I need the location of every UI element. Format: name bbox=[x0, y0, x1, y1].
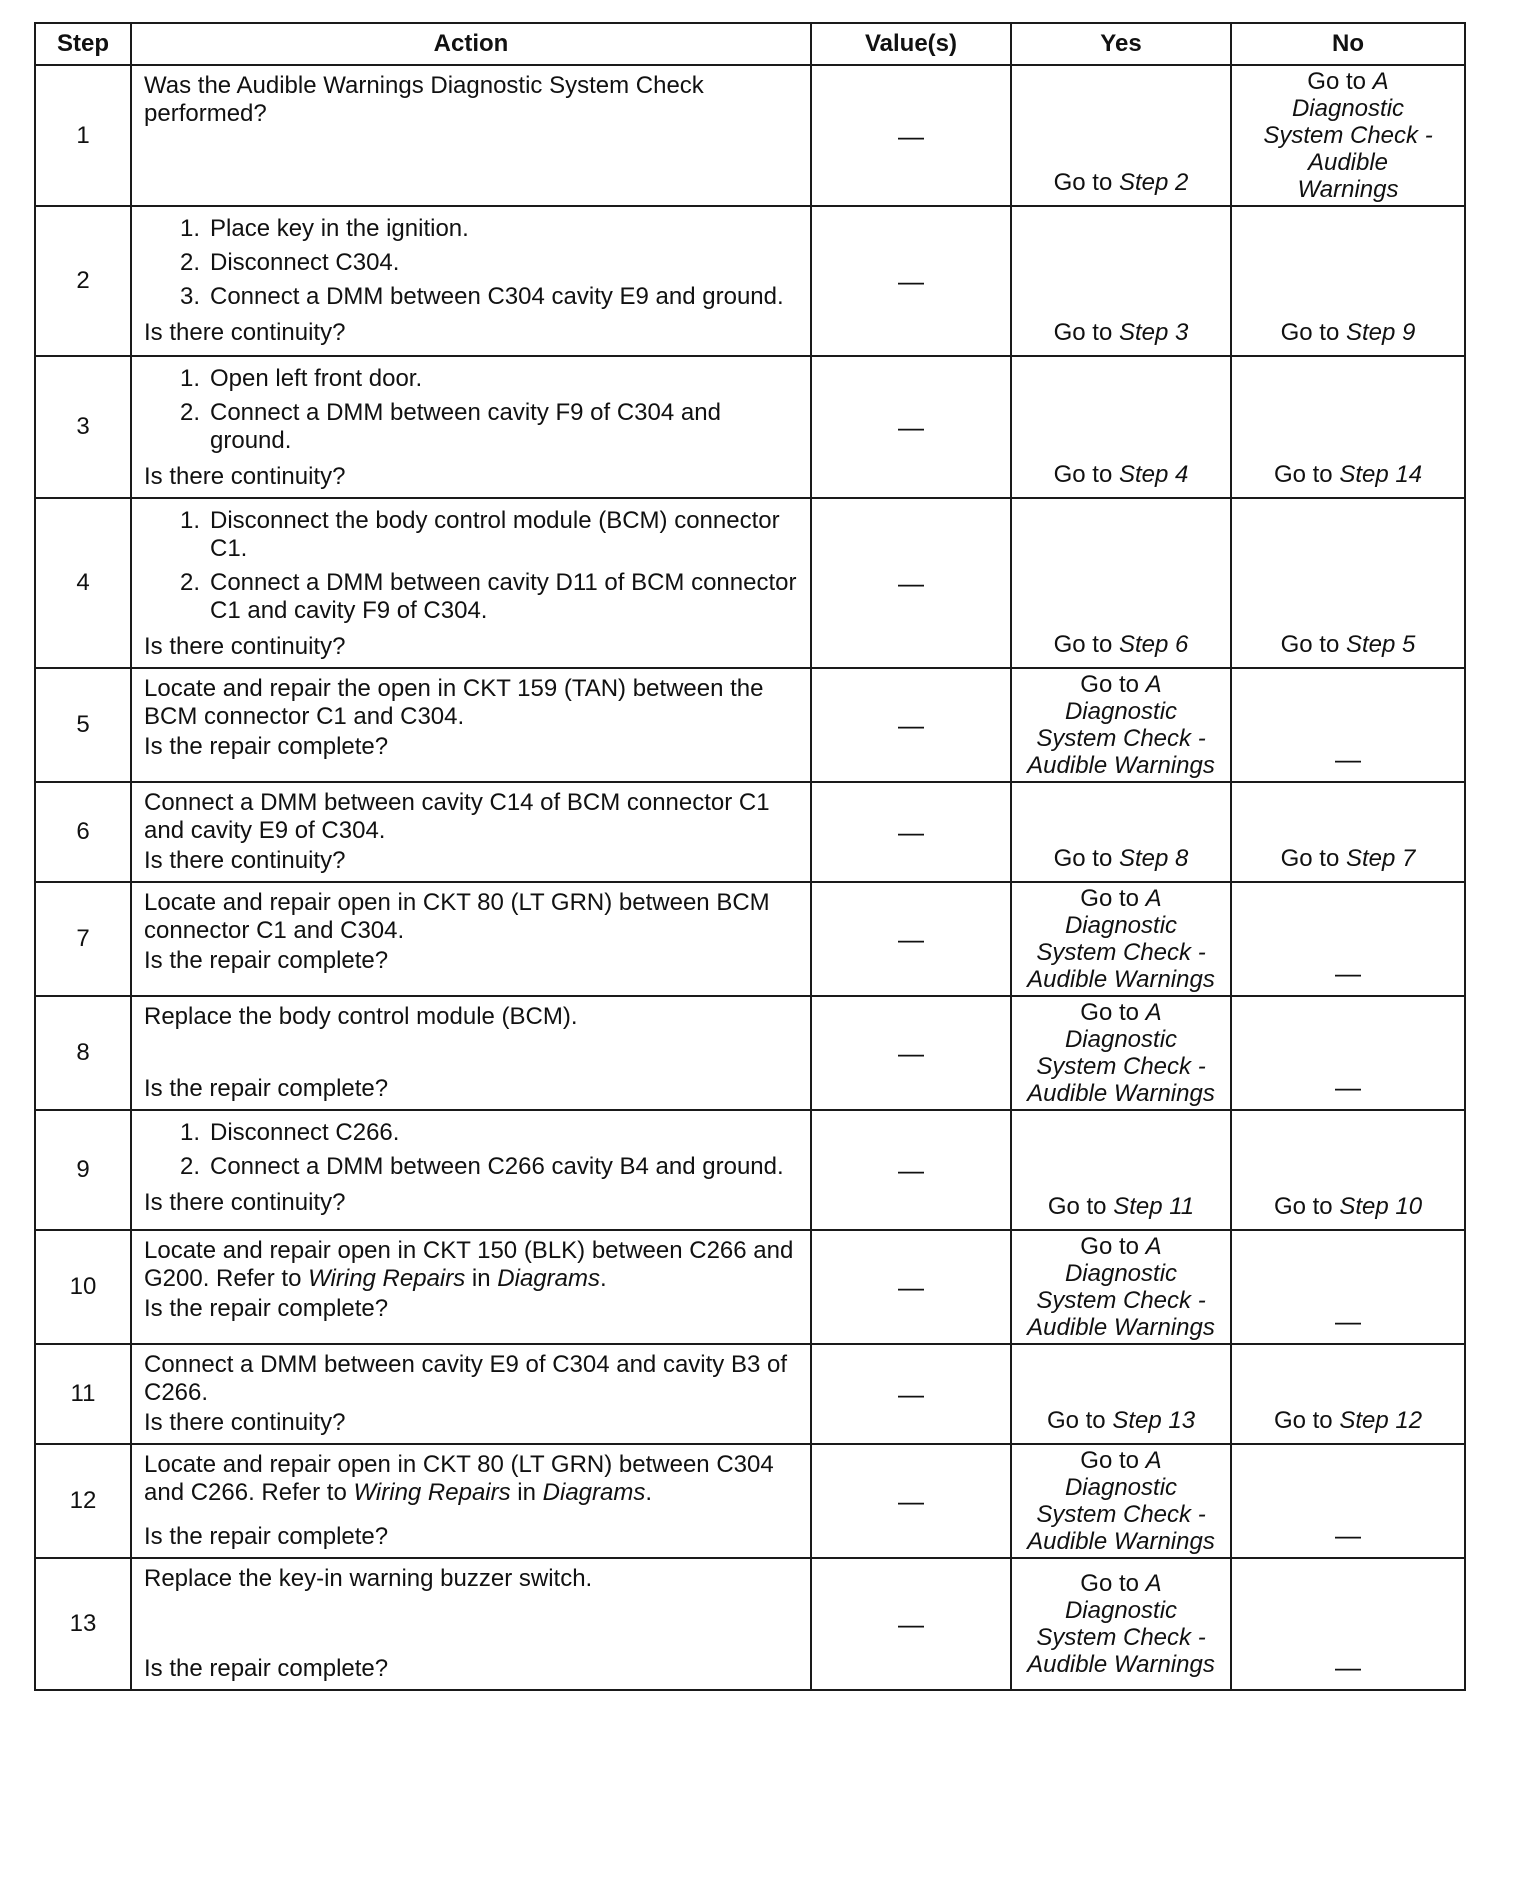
value-cell: — bbox=[811, 1444, 1011, 1558]
action-cell bbox=[131, 782, 811, 882]
action-steps bbox=[144, 505, 800, 631]
action-body bbox=[144, 889, 800, 989]
action-body bbox=[144, 72, 800, 199]
action-step-item bbox=[144, 1119, 800, 1147]
step-number: 12 bbox=[35, 1444, 131, 1558]
action-question: Is the repair complete? bbox=[144, 1655, 389, 1682]
no-cell bbox=[1231, 1344, 1465, 1444]
value-cell: — bbox=[811, 882, 1011, 996]
goto-step-link[interactable] bbox=[1274, 1193, 1422, 1220]
action-body bbox=[144, 1451, 800, 1551]
goto-step-link[interactable] bbox=[1047, 1407, 1195, 1434]
item-number: 1. bbox=[179, 215, 200, 242]
goto-target: Step 3 bbox=[1118, 319, 1189, 346]
goto-target: Step 6 bbox=[1118, 631, 1189, 658]
item-number: 2. bbox=[179, 249, 200, 276]
goto-line: Go to A bbox=[1307, 68, 1389, 95]
goto-prefix: Go to bbox=[1280, 631, 1346, 658]
item-text: Disconnect C266. bbox=[210, 1119, 400, 1146]
goto-target: Step 9 bbox=[1345, 319, 1416, 346]
action-step-item bbox=[144, 507, 800, 563]
yes-cell bbox=[1011, 1558, 1231, 1690]
goto-step-link[interactable] bbox=[1281, 845, 1416, 872]
action-cell bbox=[131, 1110, 811, 1230]
value-cell: — bbox=[811, 356, 1011, 498]
goto-line: System Check - bbox=[1036, 939, 1206, 966]
yes-cell bbox=[1011, 1344, 1231, 1444]
action-text-part: in bbox=[510, 1479, 543, 1506]
goto-line: Audible Warnings bbox=[1027, 1080, 1215, 1107]
goto-prefix: Go to bbox=[1273, 461, 1340, 488]
goto-line: Audible Warnings bbox=[1027, 1314, 1215, 1341]
goto-prefix: Go to bbox=[1053, 169, 1119, 196]
action-body bbox=[144, 363, 800, 491]
dash-mark: — bbox=[1335, 1652, 1361, 1682]
action-step-item bbox=[144, 1153, 800, 1181]
step-number: 3 bbox=[35, 356, 131, 498]
action-body bbox=[144, 505, 800, 661]
table-row bbox=[35, 782, 1465, 882]
action-text: Replace the key-in warning buzzer switch. bbox=[144, 1565, 593, 1592]
goto-line: Diagnostic bbox=[1064, 912, 1178, 939]
action-text-part: Wiring Repairs bbox=[308, 1265, 466, 1292]
action-body bbox=[144, 213, 800, 349]
table-row bbox=[35, 1558, 1465, 1690]
action-question: Is the repair complete? bbox=[144, 733, 389, 760]
step-number: 1 bbox=[35, 65, 131, 206]
goto-step-link[interactable] bbox=[1281, 631, 1416, 658]
action-text bbox=[144, 1237, 800, 1293]
value-cell: — bbox=[811, 782, 1011, 882]
item-number: 1. bbox=[179, 1119, 200, 1146]
action-text: Locate and repair the open in CKT 159 (TAN) between the BCM connector C1 and C304. bbox=[144, 675, 764, 730]
action-step-item bbox=[144, 569, 800, 625]
goto-target: Step 12 bbox=[1339, 1407, 1423, 1434]
action-step-item bbox=[144, 249, 800, 277]
item-number: 2. bbox=[179, 569, 200, 596]
goto-line: Go to A bbox=[1080, 1570, 1162, 1597]
item-number: 3. bbox=[179, 283, 200, 310]
diagnostic-table-sheet bbox=[34, 22, 1464, 1691]
goto-target: Step 2 bbox=[1118, 169, 1189, 196]
header-values: Value(s) bbox=[811, 23, 1011, 65]
action-cell bbox=[131, 65, 811, 206]
action-steps bbox=[144, 1117, 800, 1187]
goto-prefix: Go to bbox=[1053, 631, 1119, 658]
goto-line: Audible Warnings bbox=[1027, 752, 1215, 779]
value-cell: — bbox=[811, 65, 1011, 206]
table-row bbox=[35, 668, 1465, 782]
goto-step-link[interactable] bbox=[1054, 631, 1189, 658]
goto-line: Diagnostic bbox=[1064, 698, 1178, 725]
yes-cell bbox=[1011, 498, 1231, 668]
no-cell bbox=[1231, 1558, 1465, 1690]
no-cell bbox=[1231, 1230, 1465, 1344]
goto-line: Diagnostic bbox=[1064, 1026, 1178, 1053]
action-cell bbox=[131, 882, 811, 996]
table-row bbox=[35, 1344, 1465, 1444]
no-cell bbox=[1231, 1110, 1465, 1230]
action-cell bbox=[131, 668, 811, 782]
goto-prefix: Go to bbox=[1053, 461, 1119, 488]
goto-line: Audible Warnings bbox=[1027, 1528, 1215, 1555]
item-number: 2. bbox=[179, 399, 200, 426]
goto-step-link[interactable] bbox=[1281, 319, 1416, 346]
yes-cell bbox=[1011, 882, 1231, 996]
goto-line: System Check - bbox=[1036, 725, 1206, 752]
goto-line: Diagnostic bbox=[1064, 1474, 1178, 1501]
goto-prefix: Go to bbox=[1273, 1193, 1340, 1220]
item-text: Place key in the ignition. bbox=[210, 215, 469, 242]
value-cell: — bbox=[811, 1558, 1011, 1690]
goto-step-link[interactable] bbox=[1274, 461, 1422, 488]
goto-line: Audible bbox=[1307, 149, 1389, 176]
action-body bbox=[144, 1351, 800, 1437]
no-cell bbox=[1231, 882, 1465, 996]
value-cell: — bbox=[811, 206, 1011, 356]
action-cell bbox=[131, 498, 811, 668]
goto-line: Warnings bbox=[1297, 176, 1399, 203]
action-cell bbox=[131, 1230, 811, 1344]
action-body bbox=[144, 1565, 800, 1683]
table-row bbox=[35, 882, 1465, 996]
goto-line: Go to A bbox=[1080, 999, 1162, 1026]
item-text: Connect a DMM between C266 cavity B4 and ground. bbox=[210, 1153, 784, 1180]
action-text: Connect a DMM between cavity E9 of C304 and cavity B3 of C266. bbox=[144, 1351, 787, 1406]
yes-cell bbox=[1011, 1110, 1231, 1230]
goto-prefix: Go to bbox=[1273, 1407, 1340, 1434]
goto-step-link[interactable] bbox=[1054, 319, 1189, 346]
goto-line: System Check - bbox=[1036, 1501, 1206, 1528]
dash-mark: — bbox=[1335, 958, 1361, 988]
header-yes: Yes bbox=[1011, 23, 1231, 65]
step-number: 13 bbox=[35, 1558, 131, 1690]
step-number: 11 bbox=[35, 1344, 131, 1444]
header-action: Action bbox=[131, 23, 811, 65]
goto-target: Step 13 bbox=[1112, 1407, 1196, 1434]
action-cell bbox=[131, 206, 811, 356]
table-row bbox=[35, 498, 1465, 668]
action-question: Is there continuity? bbox=[144, 1409, 346, 1436]
table-row bbox=[35, 1444, 1465, 1558]
action-text-part: . bbox=[645, 1479, 653, 1506]
no-cell bbox=[1231, 1444, 1465, 1558]
action-step-item bbox=[144, 215, 800, 243]
goto-prefix: Go to bbox=[1053, 319, 1119, 346]
table-row bbox=[35, 356, 1465, 498]
action-text: Connect a DMM between cavity C14 of BCM connector C1 and cavity E9 of C304. bbox=[144, 789, 770, 844]
action-cell bbox=[131, 356, 811, 498]
no-cell bbox=[1231, 498, 1465, 668]
no-cell bbox=[1231, 206, 1465, 356]
goto-line: Go to A bbox=[1080, 671, 1162, 698]
action-question: Is there continuity? bbox=[144, 1189, 346, 1216]
goto-target: Step 7 bbox=[1345, 845, 1416, 872]
yes-cell bbox=[1011, 1230, 1231, 1344]
dash-mark: — bbox=[1335, 744, 1361, 774]
no-cell bbox=[1231, 996, 1465, 1110]
table-row bbox=[35, 65, 1465, 206]
action-body bbox=[144, 675, 800, 775]
action-text-part: . bbox=[599, 1265, 607, 1292]
action-text bbox=[144, 1451, 800, 1507]
goto-target: Step 4 bbox=[1118, 461, 1189, 488]
goto-line: Audible Warnings bbox=[1027, 966, 1215, 993]
step-number: 10 bbox=[35, 1230, 131, 1344]
goto-target: Step 10 bbox=[1339, 1193, 1423, 1220]
dash-mark: — bbox=[1335, 1306, 1361, 1336]
action-body bbox=[144, 1237, 800, 1337]
step-number: 5 bbox=[35, 668, 131, 782]
table-row bbox=[35, 1110, 1465, 1230]
dash-mark: — bbox=[1335, 1072, 1361, 1102]
step-number: 9 bbox=[35, 1110, 131, 1230]
yes-cell bbox=[1011, 782, 1231, 882]
step-number: 4 bbox=[35, 498, 131, 668]
action-body bbox=[144, 789, 800, 875]
action-question: Is the repair complete? bbox=[144, 1295, 389, 1322]
action-step-item bbox=[144, 283, 800, 311]
diagnostic-table bbox=[34, 22, 1466, 1691]
table-row bbox=[35, 206, 1465, 356]
yes-cell bbox=[1011, 206, 1231, 356]
yes-cell bbox=[1011, 668, 1231, 782]
goto-step-link[interactable] bbox=[1274, 1407, 1422, 1434]
goto-prefix: Go to bbox=[1280, 319, 1346, 346]
goto-line: System Check - bbox=[1263, 122, 1433, 149]
item-text: Connect a DMM between C304 cavity E9 and ground. bbox=[210, 283, 784, 310]
yes-cell bbox=[1011, 356, 1231, 498]
step-number: 2 bbox=[35, 206, 131, 356]
yes-cell bbox=[1011, 996, 1231, 1110]
value-cell: — bbox=[811, 1110, 1011, 1230]
goto-line: Go to A bbox=[1080, 1233, 1162, 1260]
goto-prefix: Go to bbox=[1047, 1193, 1114, 1220]
goto-target: Step 5 bbox=[1345, 631, 1416, 658]
step-number: 7 bbox=[35, 882, 131, 996]
action-question: Is the repair complete? bbox=[144, 1075, 389, 1102]
goto-step-link[interactable] bbox=[1054, 845, 1189, 872]
value-cell: — bbox=[811, 668, 1011, 782]
goto-prefix: Go to bbox=[1053, 845, 1119, 872]
step-number: 8 bbox=[35, 996, 131, 1110]
action-text-part: in bbox=[465, 1265, 498, 1292]
action-text-part: Locate and repair open in CKT 150 (BLK) between C266 and G200. Refer to bbox=[144, 1237, 794, 1292]
item-number: 1. bbox=[179, 365, 200, 392]
action-question: Is the repair complete? bbox=[144, 1523, 389, 1550]
item-number: 1. bbox=[179, 507, 200, 534]
action-question: Is there continuity? bbox=[144, 633, 346, 660]
item-text: Connect a DMM between cavity D11 of BCM connector C1 and cavity F9 of C304. bbox=[210, 569, 797, 624]
action-cell bbox=[131, 996, 811, 1110]
dash-mark: — bbox=[1335, 1520, 1361, 1550]
goto-prefix: Go to bbox=[1280, 845, 1346, 872]
goto-line: System Check - bbox=[1036, 1624, 1206, 1651]
goto-line: Diagnostic bbox=[1291, 95, 1405, 122]
action-step-item bbox=[144, 365, 800, 393]
action-cell bbox=[131, 1444, 811, 1558]
item-text: Disconnect C304. bbox=[210, 249, 400, 276]
no-cell bbox=[1231, 782, 1465, 882]
header-step: Step bbox=[35, 23, 131, 65]
action-step-item bbox=[144, 399, 800, 455]
goto-line: Diagnostic bbox=[1064, 1260, 1178, 1287]
action-cell bbox=[131, 1344, 811, 1444]
goto-target: Step 11 bbox=[1113, 1193, 1195, 1220]
action-text-part: Diagrams bbox=[497, 1265, 600, 1292]
item-text: Open left front door. bbox=[210, 365, 423, 392]
action-body bbox=[144, 1003, 800, 1103]
goto-step-link[interactable] bbox=[1054, 461, 1189, 488]
no-cell bbox=[1231, 65, 1465, 206]
action-text: Was the Audible Warnings Diagnostic System Check performed? bbox=[144, 72, 704, 127]
yes-cell bbox=[1011, 65, 1231, 206]
action-question: Is there continuity? bbox=[144, 319, 346, 346]
action-steps bbox=[144, 363, 800, 461]
goto-line: System Check - bbox=[1036, 1053, 1206, 1080]
action-text-part: Locate and repair open in CKT 80 (LT GRN) between C304 and C266. Refer to bbox=[144, 1451, 774, 1506]
header-no: No bbox=[1231, 23, 1465, 65]
action-cell bbox=[131, 1558, 811, 1690]
goto-target: Step 14 bbox=[1339, 461, 1423, 488]
table-row bbox=[35, 996, 1465, 1110]
action-question: Is the repair complete? bbox=[144, 947, 389, 974]
goto-prefix: Go to bbox=[1046, 1407, 1113, 1434]
step-number: 6 bbox=[35, 782, 131, 882]
goto-line: Go to A bbox=[1080, 885, 1162, 912]
action-text-part: Diagrams bbox=[542, 1479, 646, 1506]
value-cell: — bbox=[811, 996, 1011, 1110]
value-cell: — bbox=[811, 1230, 1011, 1344]
action-text-part: Wiring Repairs bbox=[353, 1479, 511, 1506]
goto-step-link[interactable] bbox=[1054, 169, 1189, 196]
goto-step-link[interactable] bbox=[1048, 1193, 1194, 1220]
item-number: 2. bbox=[179, 1153, 200, 1180]
no-cell bbox=[1231, 356, 1465, 498]
goto-line: Audible Warnings bbox=[1027, 1651, 1215, 1678]
goto-line: Go to A bbox=[1080, 1447, 1162, 1474]
value-cell: — bbox=[811, 498, 1011, 668]
value-cell: — bbox=[811, 1344, 1011, 1444]
action-text: Replace the body control module (BCM). bbox=[144, 1003, 578, 1030]
table-body bbox=[35, 65, 1465, 1690]
goto-target: Step 8 bbox=[1118, 845, 1189, 872]
table-row bbox=[35, 1230, 1465, 1344]
action-text: Locate and repair open in CKT 80 (LT GRN) between BCM connector C1 and C304. bbox=[144, 889, 770, 944]
yes-cell bbox=[1011, 1444, 1231, 1558]
action-steps bbox=[144, 213, 800, 317]
item-text: Connect a DMM between cavity F9 of C304 and ground. bbox=[210, 399, 721, 454]
no-cell bbox=[1231, 668, 1465, 782]
action-question: Is there continuity? bbox=[144, 463, 346, 490]
action-body bbox=[144, 1117, 800, 1223]
goto-line: Diagnostic bbox=[1064, 1597, 1178, 1624]
action-question: Is there continuity? bbox=[144, 847, 346, 874]
goto-line: System Check - bbox=[1036, 1287, 1206, 1314]
table-header-row bbox=[35, 23, 1465, 65]
item-text: Disconnect the body control module (BCM) connector C1. bbox=[210, 507, 780, 562]
